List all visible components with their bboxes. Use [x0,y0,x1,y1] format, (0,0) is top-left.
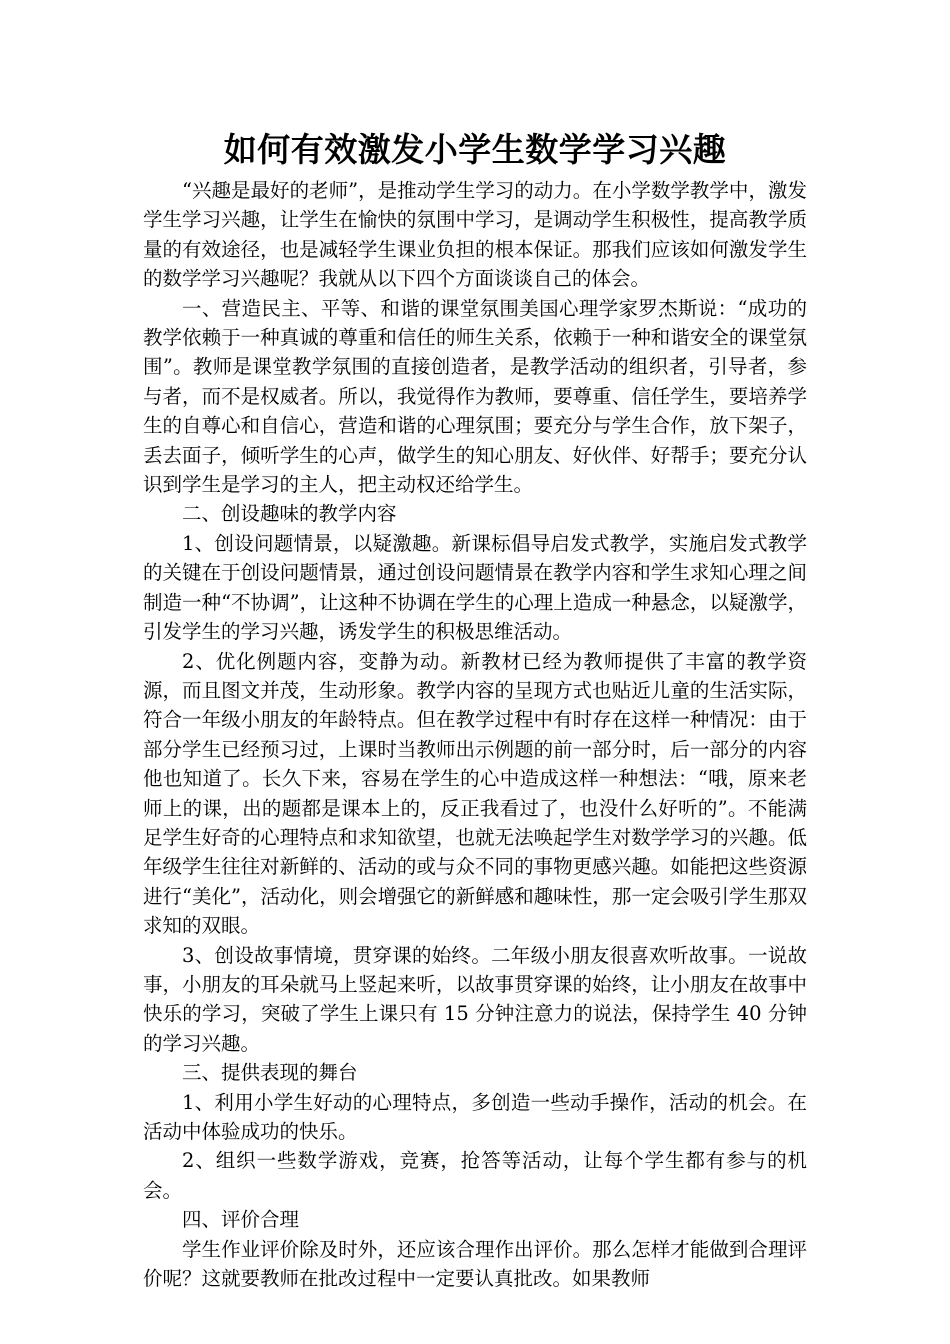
heading-section-4: 四、评价合理 [182,1208,300,1232]
paragraph-section-1: 一、营造民主、平等、和谐的课堂氛围美国心理学家罗杰斯说：“成功的教学依赖于一种真诚的尊重和信任的师生关系，依赖于一种和谐安全的课堂氛围”。教师是课堂教学氛围的直接创造者，是教学活动的组织者，引导者，参与者，而不是权威者。所以，我觉得作为教师，要尊重、信任学生，要培养学生的自尊心和自信心，营造和谐的心理氛围；要充分与学生合作，放下架子，丢去面子，倾听学生的心声，做学生的知心朋友、好伙伴、好帮手；要充分认识到学生是学习的主人，把主动权还给学生。 [143,296,807,497]
document-title: 如何有效激发小学生数学学习兴趣 [223,130,727,169]
paragraph-2-2: 2、优化例题内容，变静为动。新教材已经为教师提供了丰富的教学资源，而且图文并茂，生动形象。教学内容的呈现方式也贴近儿童的生活实际，符合一年级小朋友的年龄特点。但在教学过程中有时存在这样一种情况：由于部分学生已经预习过，上课时当教师出示例题的前一部分时，后一部分的内容他也知道了。长久下来，容易在学生的心中造成这样一种想法：“哦，原来老师上的课，出的题都是课本上的，反正我看过了，也没什么好听的”。不能满足学生好奇的心理特点和求知欲望，也就无法唤起学生对数学学习的兴趣。低年级学生往往对新鲜的、活动的或与众不同的事物更感兴趣。如能把这些资源进行“美化”，活动化，则会增强它的新鲜感和趣味性，那一定会吸引学生那双求知的双眼。 [143,649,807,938]
paragraph-3-2: 2、组织一些数学游戏，竞赛，抢答等活动，让每个学生都有参与的机会。 [143,1149,807,1202]
heading-section-2: 二、创设趣味的教学内容 [182,502,397,526]
paragraph-2-1: 1、创设问题情景，以疑激趣。新课标倡导启发式教学，实施启发式教学的关键在于创设问题情景，通过创设问题情景在教学内容和学生求知心理之间制造一种“不协调”，让这种不协调在学生的心理上造成一种悬念，以疑激学，引发学生的学习兴趣，诱发学生的积极思维活动。 [143,531,807,644]
paragraph-2-3: 3、创设故事情境，贯穿课的始终。二年级小朋友很喜欢听故事。一说故事，小朋友的耳朵就马上竖起来听，以故事贯穿课的始终，让小朋友在故事中快乐的学习，突破了学生上课只有 15 分钟注意力的说法，保持学生 40 分钟的学习兴趣。 [143,943,807,1055]
document-body [143,128,807,1293]
paragraph-intro: “兴趣是最好的老师”，是推动学生学习的动力。在小学数学教学中，激发学生学习兴趣，让学生在愉快的氛围中学习，是调动学生积极性，提高教学质量的有效途径，也是减轻学生课业负担的根本保证。那我们应该如何激发学生的数学学习兴趣呢？我就从以下四个方面谈谈自己的体会。 [143,179,807,291]
heading-section-3: 三、提供表现的舞台 [182,1061,358,1085]
paragraph-4: 学生作业评价除及时外，还应该合理作出评价。那么怎样才能做到合理评价呢？这就要教师在批改过程中一定要认真批改。如果教师 [143,1237,807,1291]
paragraph-3-1: 1、利用小学生好动的心理特点，多创造一些动手操作，活动的机会。在活动中体验成功的快乐。 [143,1090,807,1143]
